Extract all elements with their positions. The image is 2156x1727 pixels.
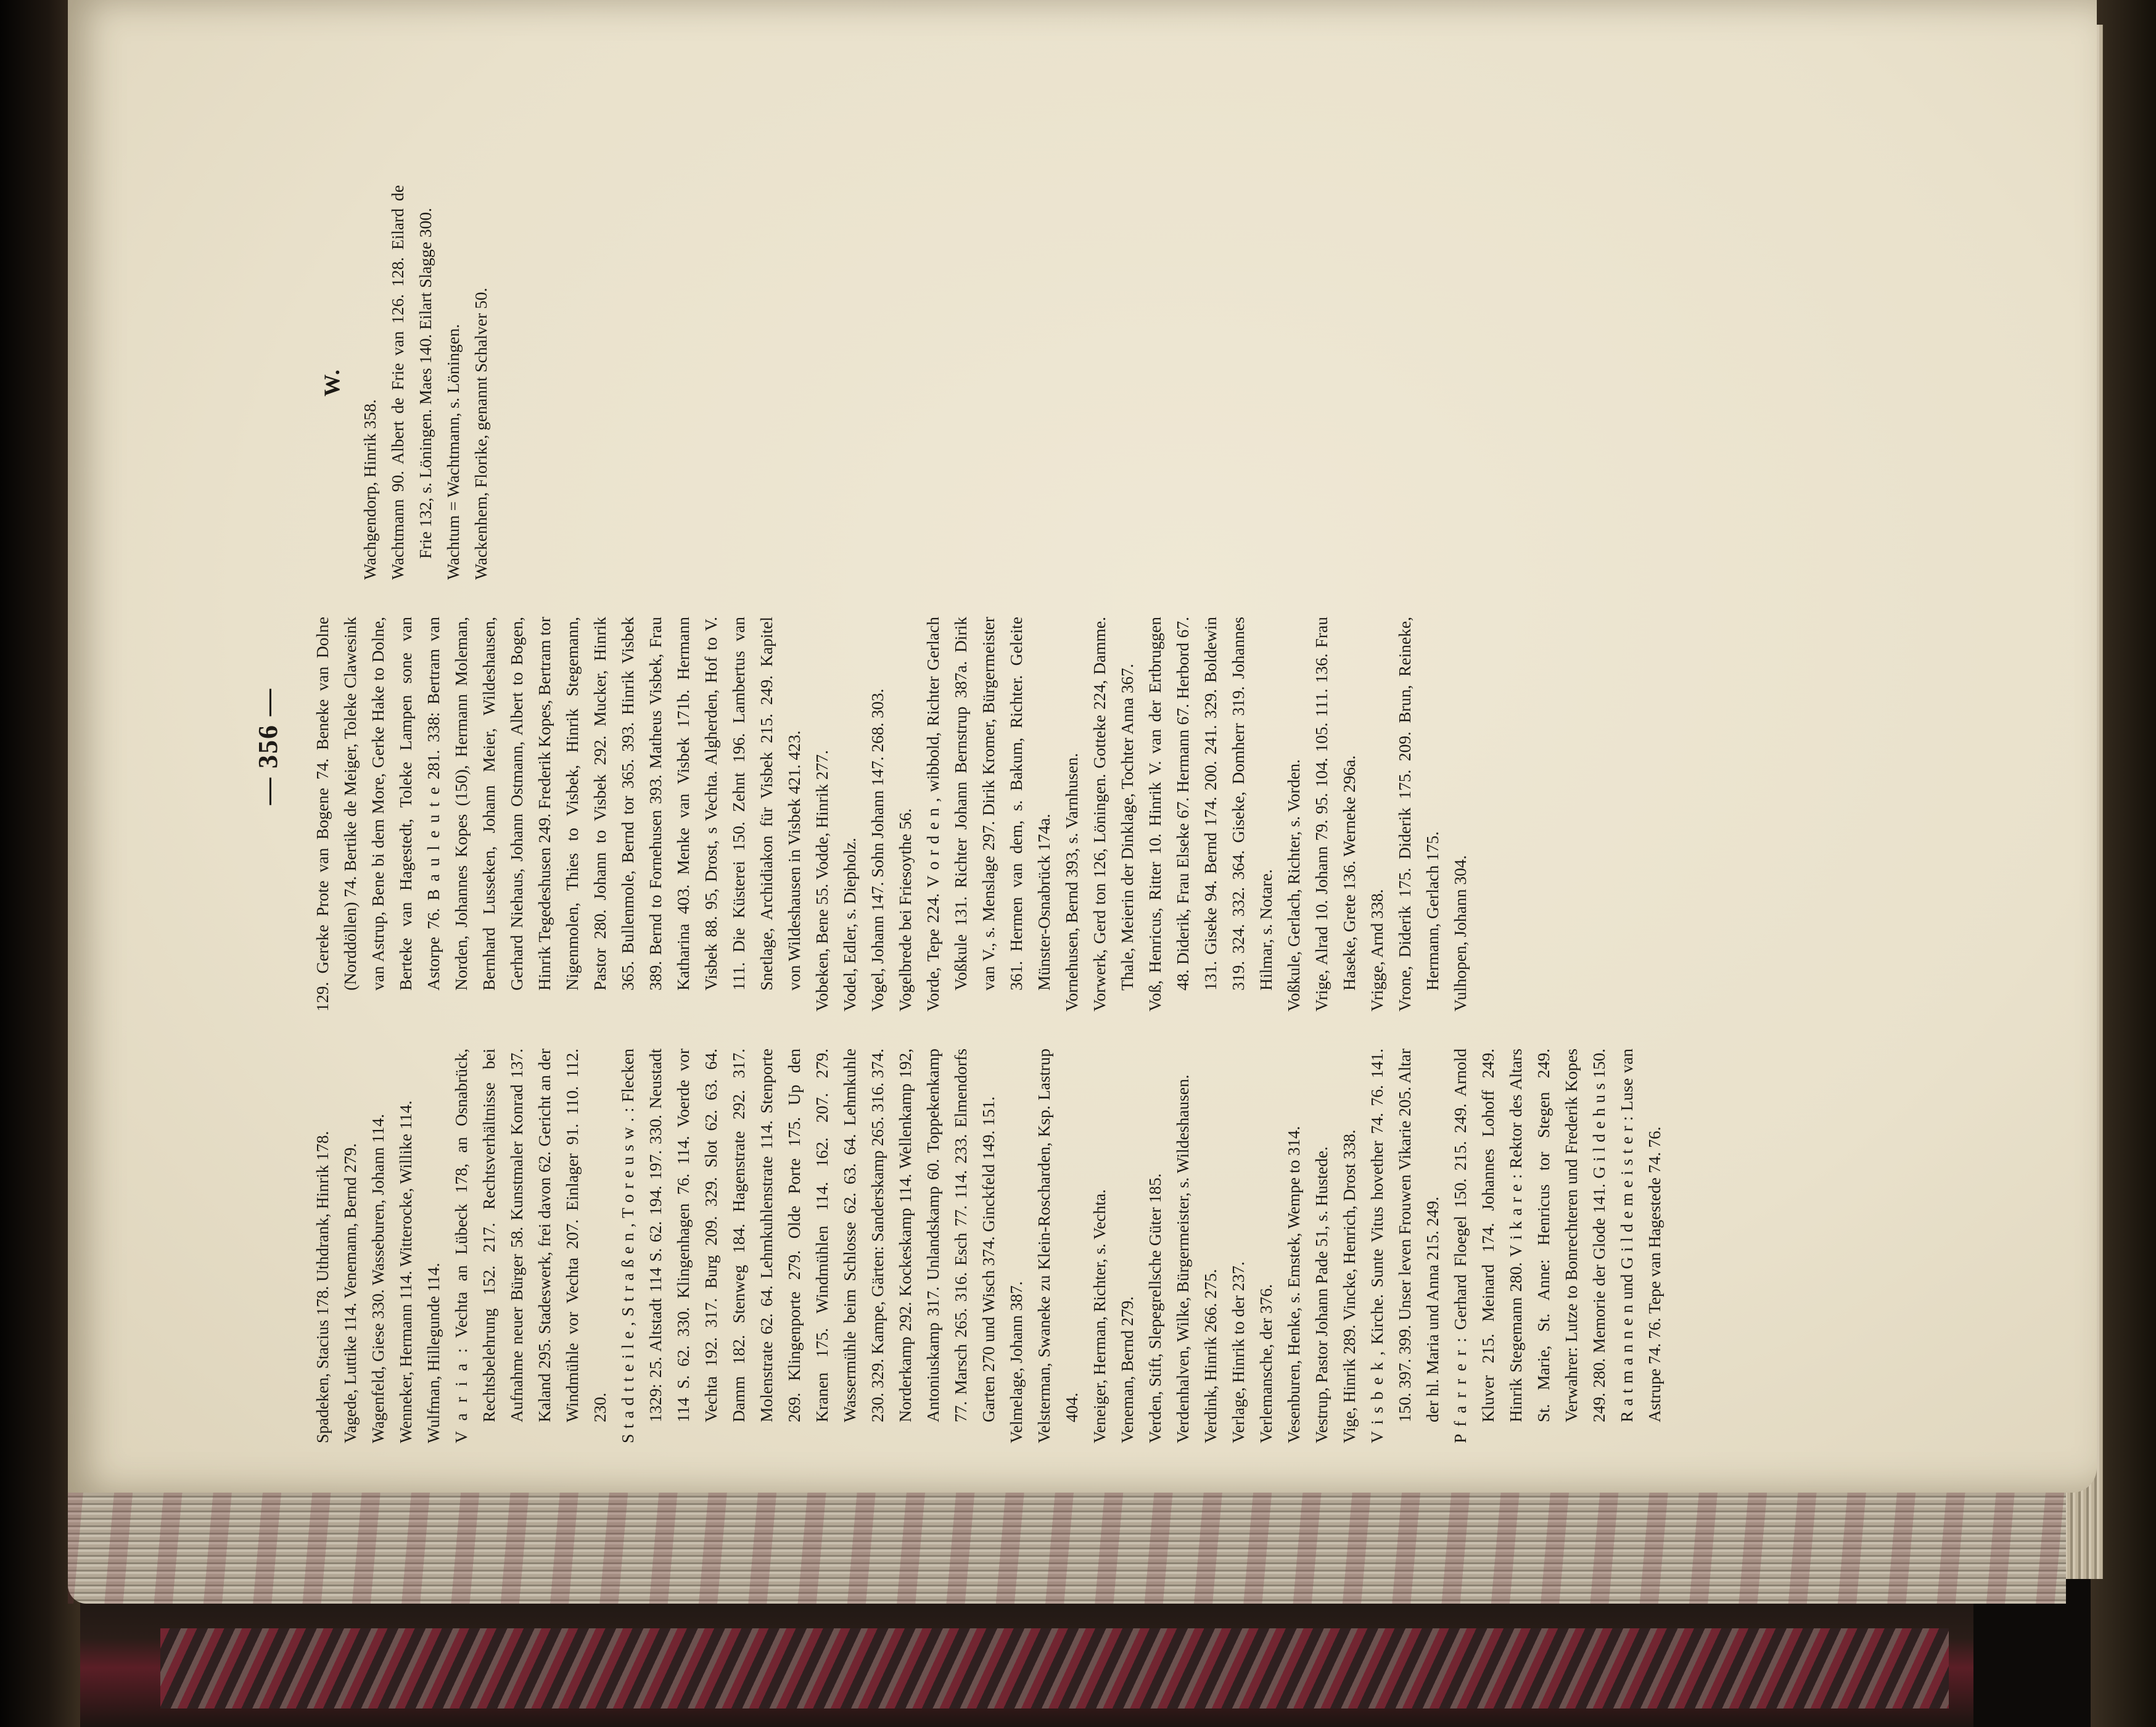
index-entry: Veneiger, Herman, Richter, s. Vechta. bbox=[1090, 1189, 1109, 1443]
index-entry: Vogelbrede bei Friesoythe 56. bbox=[895, 808, 915, 1012]
page-number: — 356 — bbox=[253, 688, 283, 805]
index-column-1 bbox=[308, 1049, 2060, 1443]
index-entry: Vrone, Diderik 175. Diderik 175. 209. Brun, Reineke, Hermann, Gerlach 175. bbox=[1395, 617, 1442, 1012]
index-entry: V a r i a : Vechta an Lübeck 178, an Osnabrück, Rechtsbelehrung 152. 217. Rechtsverhältnisse bei Aufnahme neuer Bürger 58. Kunstmaler Konrad 137. Kaland 295. Stadeswerk, frei davon 62. Gericht an der Windmühle vor Vechta 207. Einlager 91. 110. 112. 230. bbox=[451, 1049, 609, 1443]
index-entry: Verdenhalven, Wilke, Bürgermeister, s. Wildeshausen. bbox=[1173, 1074, 1192, 1443]
index-entry: Verdink, Hinrik 266. 275. bbox=[1201, 1269, 1220, 1443]
index-entry: Vodel, Edler, s. Diepholz. bbox=[840, 838, 859, 1012]
index-entry: Vagede, Luttike 114. Venemann, Bernd 279. bbox=[340, 1143, 360, 1443]
section-letter-w: W. bbox=[319, 368, 344, 397]
index-entry: Vesenburen, Henke, s. Emstek, Wempe to 314. bbox=[1284, 1126, 1303, 1443]
index-entry: Wachtum = Wachtmann, s. Löningen. bbox=[443, 324, 463, 580]
index-entry: Velsterman, Swaneke zu Klein-Roscharden, Ksp. Lastrup 404. bbox=[1034, 1049, 1081, 1443]
index-entry: Verden, Stift, Slepegrellsche Güter 185. bbox=[1145, 1173, 1164, 1443]
index-entry: Vogel, Johann 147. Sohn Johann 147. 268. 303. bbox=[868, 688, 887, 1012]
index-entry: Spadeken, Stacius 178. Uthdrank, Hinrik 178. bbox=[313, 1131, 332, 1443]
index-entry: Wagenfeld, Giese 330. Wasseburen, Johann 114. bbox=[368, 1114, 387, 1443]
index-columns bbox=[308, 49, 2060, 1443]
index-entry: Verlemansche, der 376. bbox=[1256, 1284, 1275, 1443]
index-entry: Vestrup, Pastor Johann Pade 51, s. Hustede. bbox=[1312, 1146, 1331, 1443]
index-entry: Vobeken, Bene 55. Vodde, Hinrik 277. bbox=[812, 750, 831, 1012]
index-entry: V i s b e k , Kirche. Sunte Vitus hovether 74. 76. 141. 150. 397. 399. Unser leven Frouwen Vikarie 205. Altar der hl. Maria und Anna 215. 249. bbox=[1367, 1049, 1442, 1443]
index-entry: Vrige, Alrad 10. Johann 79. 95. 104. 105. 111. 136. Frau Haseke, Grete 136. Werneke 296a. bbox=[1312, 617, 1359, 1012]
index-entry: Vorwerk, Gerd ton 126, Löningen. Gotteke 224, Damme. Thale, Meierin der Dinklage, Tochter Anna 367. bbox=[1090, 617, 1137, 1012]
index-entry: Wulfman, Hillegunde 114. bbox=[424, 1263, 443, 1443]
index-entry: Wackenhem, Florike, genannt Schalver 50. bbox=[471, 287, 490, 580]
index-entry: Vulhopen, Johann 304. bbox=[1450, 855, 1470, 1012]
index-entry: Verlage, Hinrik to der 237. bbox=[1228, 1261, 1248, 1443]
marbled-endpaper bbox=[160, 1628, 1949, 1708]
index-entry: Wachtmann 90. Albert de Frie van 126. 128. Eilard de Frie 132, s. Löningen. Maes 140. Eilart Slagge 300. bbox=[388, 185, 435, 580]
index-entry: 129. Gereke Prote van Bogene 74. Beneke van Dolne (Norddöllen) 74. Bertike de Meiger, Toleke Clawesink van Astrup, Bene bi dem More, Gerke Hake to Dolne, Berteke van Hagestedt, Toleke Lampen sone van Astorpe 76. B a u l e u t e 281. 338: Bertram van Norden, Johannes Kopes (150), Hermann Moleman, Bernhard Lusseken, Johann Meier, Wildeshausen, Gerhard Niehaus, Johann Ostmann, Albert to Bogen, Hinrik Tegedeshusen 249. Frederik Kopes, Bertram tor Nigenmolen, Thies to Visbek, Hinrik Stegemann, Pastor 280. Johann to Visbek 292. Mucker, Hinrik 365. Bullenmole, Bernd tor 365. 393. Hinrik Visbek 389. Bernd to Fornehusen 393. Matheus Visbek, Frau Katharina 403. Menke van Visbek 171b. Hermann Visbek 88. 95, Drost, s Vechta. Algherden, Hof to V. 111. Die Küsterei 150. Zehnt 196. Lambertus van Snetlage, Archidiakon für Visbek 215. 249. Kapitel von Wildeshausen in Visbek 421. 423. bbox=[313, 617, 804, 1012]
index-entry: Velmelage, Johann 387. bbox=[1006, 1281, 1026, 1443]
page-text-block bbox=[241, 49, 2060, 1443]
index-entry: Voß, Henricus, Ritter 10. Hinrik V. van der Ertbruggen 48. Diderik, Frau Elseke 67. Hermann 67. Herbord 67. 131. Giseke 94. Bernd 174. 200. 241. 329. Boldewin 319. 324. 332. 364. Giseke, Domherr 319. Johannes Hilmar, s. Notare. bbox=[1145, 617, 1275, 1012]
index-entry: Vrigge, Arnd 338. bbox=[1367, 889, 1386, 1012]
index-entry: Voßkule, Gerlach, Richter, s. Vorden. bbox=[1284, 759, 1303, 1012]
index-entry: P f a r r e r : Gerhard Floegel 150. 215. 249. Arnold Kluver 215. Meinard 174. Johannes Lohoff 249. Hinrik Stegemann 280. V i k a r e : Rektor des Altars St. Marie, St. Anne: Henricus tor Stegen 249. Verwahrer: Lutze to Bonrechteren und Frederik Kopes 249. 280. Memorie der Glode 141. G i l d e h u s 150. R a t m a n n e n und G i l d e m e i s t e r : Luse van Astrupe 74. 76. Tepe van Hagestede 74. 76. bbox=[1450, 1049, 1664, 1443]
index-entry: Veneman, Bernd 279. bbox=[1117, 1296, 1137, 1443]
index-entry: S t a d t t e i l e , S t r a ß e n , T o r e u s w . : Flecken 1329: 25. Altstadt 114 S. 62. 194. 197. 330. Neustadt 114 S. 62. 330. Klingenhagen 76. 114. Voerde vor Vechta 192. 317. Burg 209. 329. Slot 62. 63. 64. Damm 182. Stenweg 184. Hagenstrate 292. 317. Molenstrate 62. 64. Lehmkuhlenstrate 114. Stenporte 269. Klingenporte 279. Olde Porte 175. Up den Kranen 175. Windmühlen 114. 162. 207. 279. Wassermühle beim Schlosse 62. 63. 64. Lehmkuhle 230. 329. Kampe, Gärten: Sanderskamp 265. 316. 374. Norderkamp 292. Kockeskamp 114. Wellenkamp 192, Antoniuskamp 317. Unlandskamp 60. Toppekenkamp 77. Marsch 265. 316. Esch 77. 114. 233. Elmendorfs Garten 270 und Wisch 374. Ginckfeld 149. 151. bbox=[618, 1049, 998, 1443]
index-entry: Vorde, Tepe 224. V o r d e n , wibbold, Richter Gerlach Voßkule 131. Richter Johann Bernstrup 387a. Dirik van V., s. Menslage 297. Dirik Kromer, Bürgermeister 361. Hermen van dem, s. Bakum, Richter. Geleite Münster-Osnabrück 174a. bbox=[923, 617, 1053, 1012]
index-entry: Vige, Hinrik 289. Vincke, Henrich, Drost 338. bbox=[1339, 1129, 1359, 1443]
index-entry: Vornehusen, Bernd 393, s. Varnhusen. bbox=[1062, 752, 1081, 1012]
index-column-3 bbox=[308, 185, 2060, 580]
index-column-2 bbox=[308, 617, 2060, 1012]
index-entry: Wachgendorp, Hinrik 358. bbox=[360, 399, 379, 580]
index-entry: Wenneker, Hermann 114. Witterocke, Willike 114. bbox=[396, 1100, 415, 1443]
